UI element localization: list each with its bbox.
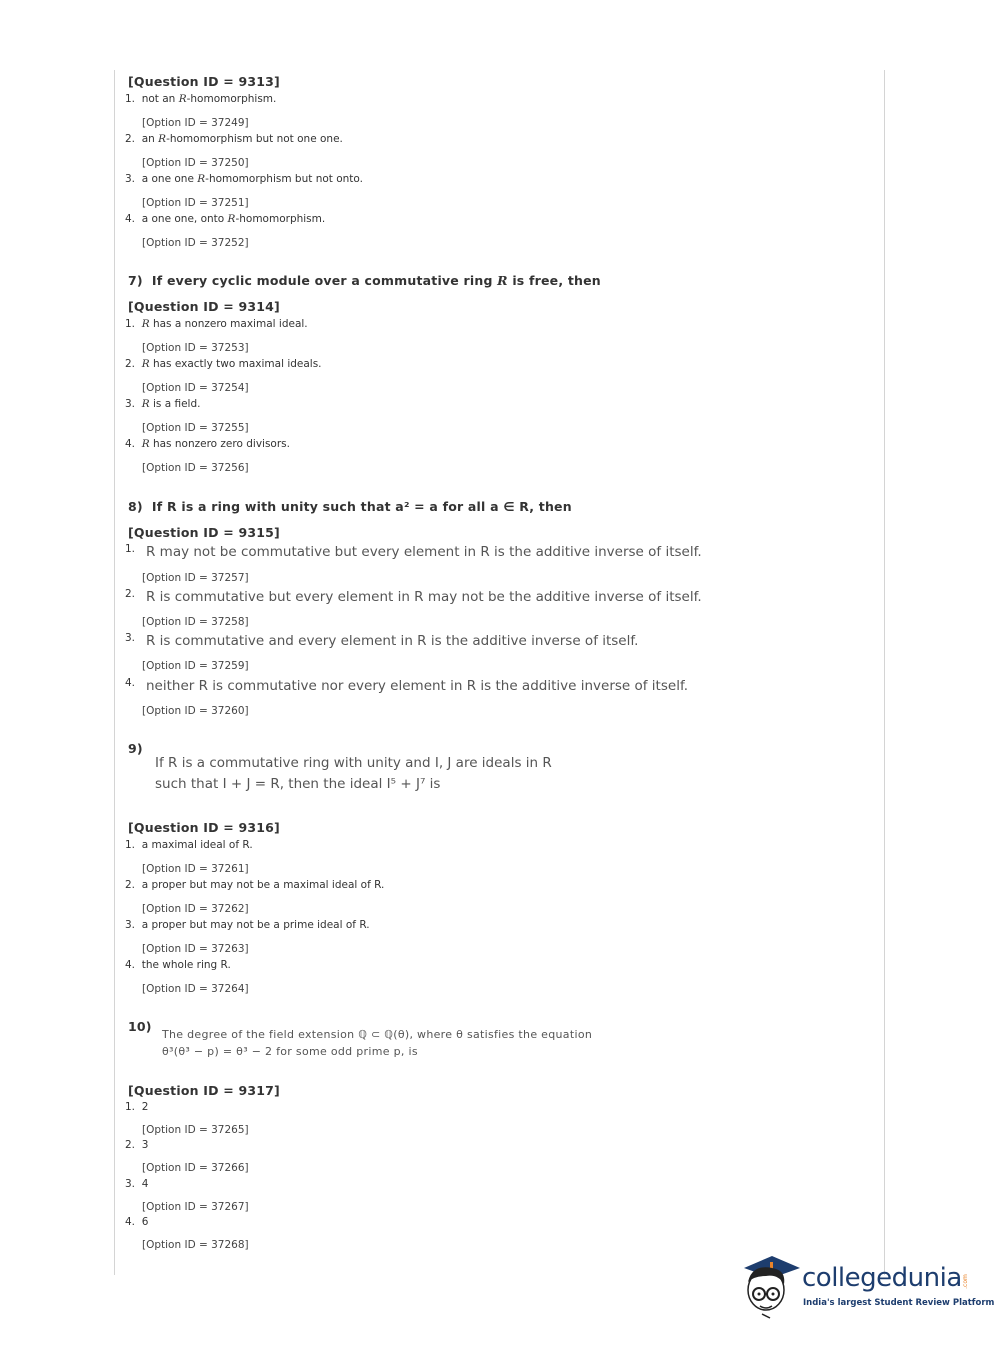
q6-option-3-id: [Option ID = 37251]	[142, 197, 249, 209]
q9-option-2	[125, 879, 384, 891]
option-text: 4	[141, 1178, 149, 1190]
option-number: 2.	[125, 1139, 136, 1151]
q10-option-2-id: [Option ID = 37266]	[142, 1162, 249, 1174]
q9-text-line-1: If R is a commutative ring with unity and I, J are ideals in R	[155, 755, 552, 771]
q9-option-1-id: [Option ID = 37261]	[142, 863, 249, 875]
q6-option-2-id: [Option ID = 37250]	[142, 157, 249, 169]
option-text: a one one	[141, 173, 198, 185]
q9-option-3-id: [Option ID = 37263]	[142, 943, 249, 955]
math-var: R	[497, 273, 508, 288]
q10-text-line-1: The degree of the field extension ℚ ⊂ ℚ(θ), where θ satisfies the equation	[162, 1028, 593, 1041]
q8-option-2-id: [Option ID = 37258]	[142, 616, 249, 628]
q7-option-3-id: [Option ID = 37255]	[142, 422, 249, 434]
q7-question-id: [Question ID = 9314]	[128, 299, 280, 314]
q7-option-4	[125, 438, 290, 450]
q10-option-3-id: [Option ID = 37267]	[142, 1201, 249, 1213]
q10-option-1	[125, 1101, 148, 1113]
option-number: 1.	[125, 1101, 136, 1113]
q9-option-3	[125, 919, 370, 931]
brand-domain: .com	[961, 1274, 969, 1289]
option-number: 2.	[125, 879, 136, 891]
question-text: If every cyclic module over a commutative ring	[151, 273, 498, 288]
brand-tagline: India's largest Student Review Platform	[803, 1298, 995, 1308]
page-right-border	[884, 70, 885, 1275]
option-number: 1.	[125, 93, 136, 105]
option-number: 4.	[125, 959, 136, 971]
q8-option-3-id: [Option ID = 37259]	[142, 660, 249, 672]
option-text: -homomorphism but not onto.	[205, 173, 363, 185]
option-number: 1.	[125, 318, 136, 330]
q8-option-2-number: 2.	[125, 588, 136, 600]
q6-option-4	[125, 213, 325, 225]
q10-question-id: [Question ID = 9317]	[128, 1083, 280, 1098]
q6-question-id: [Question ID = 9313]	[128, 74, 280, 89]
q8-option-1-text: R may not be commutative but every element in R is the additive inverse of itself.	[146, 544, 702, 560]
q10-option-4-id: [Option ID = 37268]	[142, 1239, 249, 1251]
question-text: If R is a ring with unity such that a² = a for all a ∈ R, then	[151, 499, 572, 514]
option-text: a proper but may not be a prime ideal of R.	[141, 919, 370, 931]
math-var: R	[141, 438, 150, 450]
q7-option-3	[125, 398, 200, 410]
option-text: has exactly two maximal ideals.	[149, 358, 322, 370]
q9-option-1	[125, 839, 253, 851]
option-text: -homomorphism but not one one.	[166, 133, 343, 145]
q9-option-2-id: [Option ID = 37262]	[142, 903, 249, 915]
q10-option-1-id: [Option ID = 37265]	[142, 1124, 249, 1136]
q7-option-1	[125, 318, 308, 330]
option-text: -homomorphism.	[186, 93, 277, 105]
option-text: 2	[141, 1101, 149, 1113]
page-left-border	[114, 70, 115, 1275]
q7-option-2	[125, 358, 322, 370]
option-text: has a nonzero maximal ideal.	[149, 318, 308, 330]
q9-option-4	[125, 959, 231, 971]
option-number: 2.	[125, 358, 136, 370]
option-number: 3.	[125, 398, 136, 410]
math-var: R	[141, 358, 150, 370]
q6-option-1	[125, 93, 276, 105]
q9-text-line-2: such that I + J = R, then the ideal I⁵ + J⁷ is	[155, 776, 441, 792]
q7-option-1-id: [Option ID = 37253]	[142, 342, 249, 354]
option-text: is a field.	[149, 398, 201, 410]
math-var: R	[197, 173, 206, 185]
q8-option-4-id: [Option ID = 37260]	[142, 705, 249, 717]
q8-option-1-number: 1.	[125, 543, 136, 555]
option-text: a proper but may not be a maximal ideal of R.	[141, 879, 385, 891]
q9-question-id: [Question ID = 9316]	[128, 820, 280, 835]
q9-option-4-id: [Option ID = 37264]	[142, 983, 249, 995]
q8-heading	[128, 499, 572, 514]
q8-option-3-text: R is commutative and every element in R is the additive inverse of itself.	[146, 633, 639, 649]
q6-option-3	[125, 173, 363, 185]
q7-heading	[128, 273, 601, 288]
option-text: 6	[141, 1216, 149, 1228]
question-text: is free, then	[507, 273, 601, 288]
option-number: 3.	[125, 919, 136, 931]
q8-option-4-number: 4.	[125, 677, 136, 689]
option-number: 3.	[125, 173, 136, 185]
q8-option-1-id: [Option ID = 37257]	[142, 572, 249, 584]
q9-number: 9)	[128, 741, 143, 756]
option-text: a maximal ideal of R.	[141, 839, 253, 851]
option-text: not an	[141, 93, 179, 105]
q7-option-2-id: [Option ID = 37254]	[142, 382, 249, 394]
q10-number: 10)	[128, 1019, 152, 1034]
option-number: 4.	[125, 213, 136, 225]
question-number: 7)	[128, 273, 143, 288]
option-text: -homomorphism.	[235, 213, 326, 225]
math-var: R	[141, 398, 150, 410]
option-text: an	[141, 133, 159, 145]
q8-option-3-number: 3.	[125, 632, 136, 644]
q8-option-4-text: neither R is commutative nor every element in R is the additive inverse of itself.	[146, 678, 689, 694]
q10-option-2	[125, 1139, 148, 1151]
option-text: 3	[141, 1139, 149, 1151]
option-text: a one one, onto	[141, 213, 228, 225]
option-number: 3.	[125, 1178, 136, 1190]
math-var: R	[158, 133, 167, 145]
q7-option-4-id: [Option ID = 37256]	[142, 462, 249, 474]
math-var: R	[227, 213, 236, 225]
q6-option-4-id: [Option ID = 37252]	[142, 237, 249, 249]
q10-text-line-2: θ³(θ³ − p) = θ³ − 2 for some odd prime p, is	[162, 1045, 418, 1058]
option-text: has nonzero zero divisors.	[149, 438, 290, 450]
q6-option-2	[125, 133, 343, 145]
option-number: 4.	[125, 1216, 136, 1228]
question-number: 8)	[128, 499, 143, 514]
option-number: 2.	[125, 133, 136, 145]
q8-option-2-text: R is commutative but every element in R may not be the additive inverse of itself.	[146, 589, 702, 605]
option-number: 4.	[125, 438, 136, 450]
q10-option-3	[125, 1178, 148, 1190]
math-var: R	[178, 93, 187, 105]
math-var: R	[141, 318, 150, 330]
brand-name: collegedunia	[802, 1263, 962, 1293]
option-number: 1.	[125, 839, 136, 851]
q10-option-4	[125, 1216, 148, 1228]
option-text: the whole ring R.	[141, 959, 231, 971]
q8-question-id: [Question ID = 9315]	[128, 525, 280, 540]
q6-option-1-id: [Option ID = 37249]	[142, 117, 249, 129]
